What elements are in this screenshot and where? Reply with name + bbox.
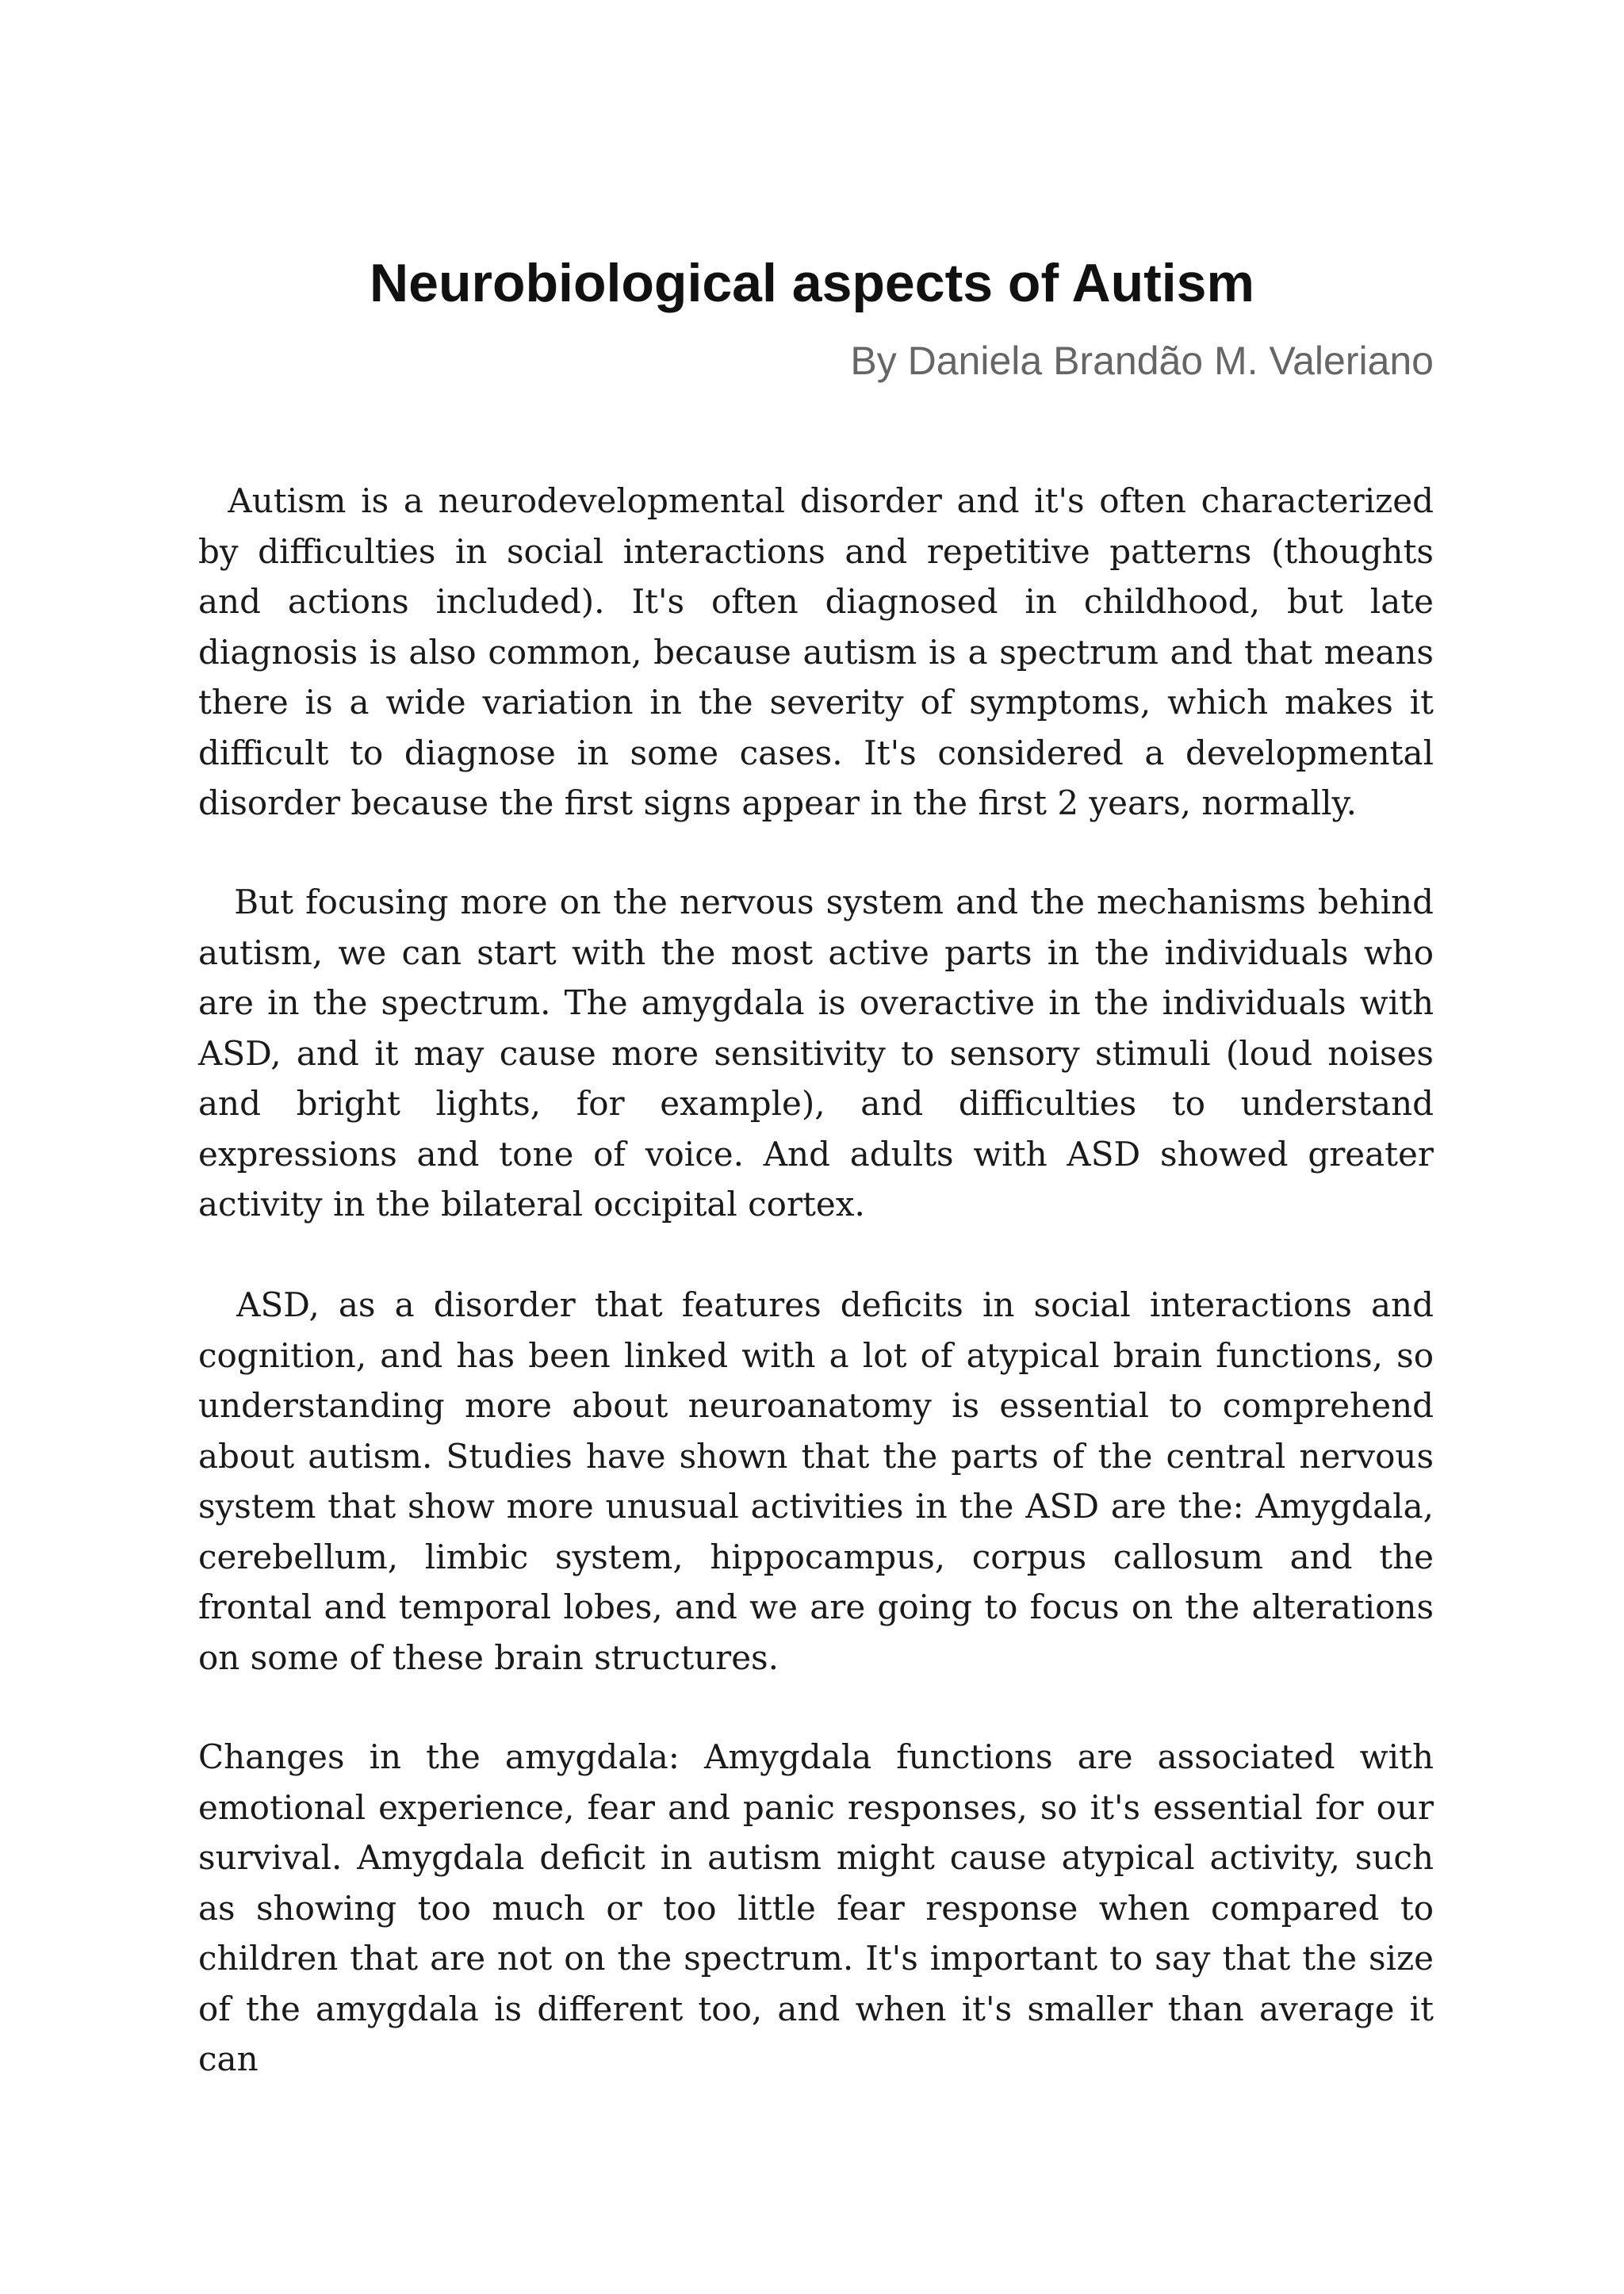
paragraph-neuroanatomy: ASD, as a disorder that features deficits in social interactions and cognition, and has been linked with a lot of atypical brain functions, so understanding more about neuroanatomy is essential to comprehend about autism. Studies have shown that the parts of the central nervous system that show more unusual activities in the ASD are the: Amygdala, cerebellum, limbic system, hippocampus, corpus callosum and the frontal and temporal lobes, and we are going to focus on the alterations on some of these brain structures. [198,1285,1434,1677]
document-title: Neurobiological aspects of Autism [370,253,1254,313]
paragraph-introduction: Autism is a neurodevelopmental disorder and it's often characterized by difficulties in social interactions and repetitive patterns (thoughts and actions included). It's often diagnosed in childhood, but late diagnosis is also common, because autism is a spectrum and that means there is a wide variation in the severity of symptoms, which makes it difficult to diagnose in some cases. It's considered a developmental disorder because the first signs appear in the first 2 years, normally. [198,481,1434,822]
paragraph-nervous-system: But focusing more on the nervous system and the mechanisms behind autism, we can start with the most active parts in the individuals who are in the spectrum. The amygdala is overactive in the individuals with ASD, and it may cause more sensitivity to sensory stimuli (loud noises and bright lights, for example), and difficulties to understand expressions and tone of voice. And adults with ASD showed greater activity in the bilateral occipital cortex. [198,883,1434,1224]
paragraph-amygdala-changes: Changes in the amygdala: Amygdala functions are associated with emotional experience, fear and panic responses, so it's essential for our survival. Amygdala deficit in autism might cause atypical activity, such as showing too much or too little fear response when compared to children that are not on the spectrum. It's important to say that the size of the amygdala is different too, and when it's smaller than average it can [198,1737,1434,2078]
author-byline: By Daniela Brandão M. Valeriano [850,339,1434,383]
